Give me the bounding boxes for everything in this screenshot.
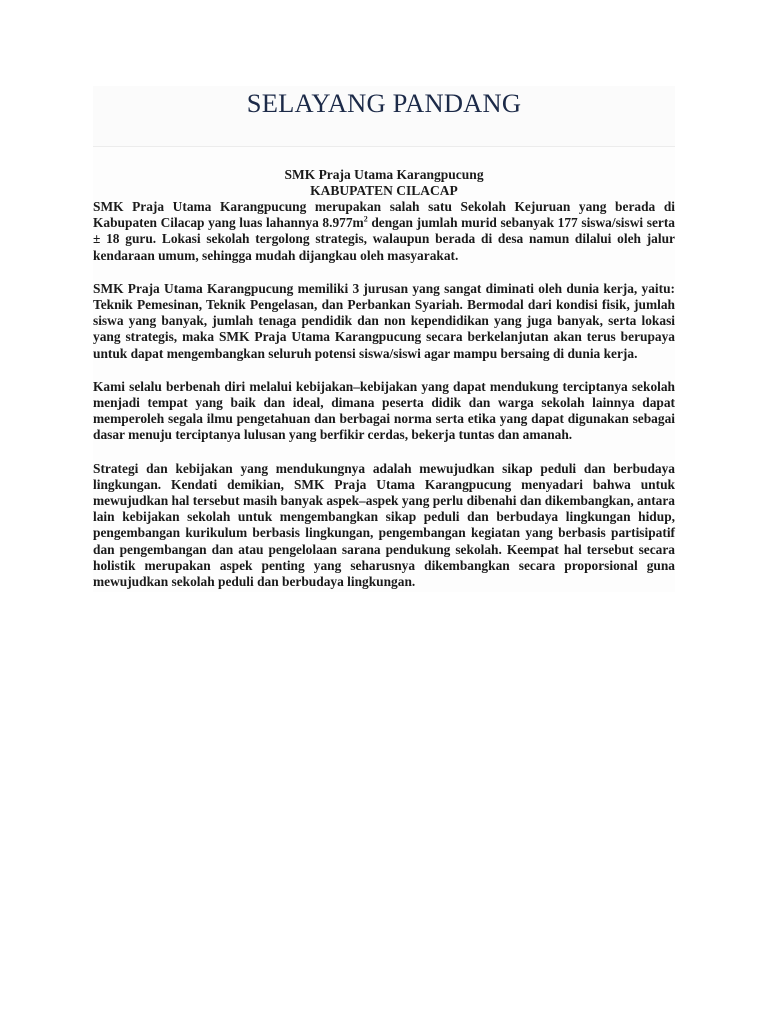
area-superscript: 2 xyxy=(363,214,368,224)
paragraph-majors: SMK Praja Utama Karangpucung memiliki 3 jurusan yang sangat diminati oleh dunia kerja, yaitu: Teknik Pemesinan, Teknik Pengelasan, dan Perbankan Syariah. Bermodal dari kondisi fisik, jumlah siswa yang banyak, jumlah tenaga pendidik dan non kependidikan yang juga banyak, serta lokasi yang strategis, maka SMK Praja Utama Karangpucung secara berkelanjutan akan terus berupaya untuk dapat mengembangkan seluruh potensi siswa/siswi agar mampu bersaing di dunia kerja. xyxy=(93,280,675,361)
page-title: SELAYANG PANDANG xyxy=(246,87,522,118)
paragraph-intro-text: SMK Praja Utama Karangpucung merupakan salah satu Sekolah Kejuruan yang berada di Kabupaten Cilacap yang luas lahannya 8.977m xyxy=(93,199,675,231)
document-body xyxy=(93,147,675,592)
paragraph-policy: Kami selalu berbenah diri melalui kebijakan–kebijakan yang dapat mendukung terciptanya sekolah menjadi tempat yang baik dan ideal, dimana peserta didik dan warga sekolah lainnya dapat memperoleh segala ilmu pengetahuan dan berbagai norma serta etika yang dapat digunakan sebagai dasar menuju terciptanya lulusan yang berfikir cerdas, bekerja tuntas dan amanah. xyxy=(93,378,675,443)
document-page xyxy=(93,86,675,592)
title-band xyxy=(93,86,675,147)
paragraph-intro-text-end: dengan jumlah murid sebanyak 177 siswa/siswi serta ± 18 guru. Lokasi sekolah tergolong strategis, walaupun berada di desa namun dilalui oleh jalur kendaraan umum, sehingga mudah dijangkau oleh masyarakat. xyxy=(93,215,675,263)
paragraph-intro xyxy=(93,199,675,264)
paragraph-strategy: Strategi dan kebijakan yang mendukungnya adalah mewujudkan sikap peduli dan berbudaya lingkungan. Kendati demikian, SMK Praja Utama Karangpucung menyadari bahwa untuk mewujudkan hal tersebut masih banyak aspek–aspek yang perlu dibenahi dan dikembangkan, antara lain kebijakan sekolah untuk mengembangkan sikap peduli dan berbudaya lingkungan hidup, pengembangan kurikulum berbasis lingkungan, pengembangan kegiatan yang berbasis partisipatif dan pengembangan dan atau pengelolaan sarana pendukung sekolah. Keempat hal tersebut secara holistik merupakan aspek penting yang seharusnya dikembangkan secara proporsional guna mewujudkan sekolah peduli dan berbudaya lingkungan. xyxy=(93,460,675,590)
school-name: SMK Praja Utama Karangpucung xyxy=(284,167,484,182)
regency-name: KABUPATEN CILACAP xyxy=(310,183,458,198)
